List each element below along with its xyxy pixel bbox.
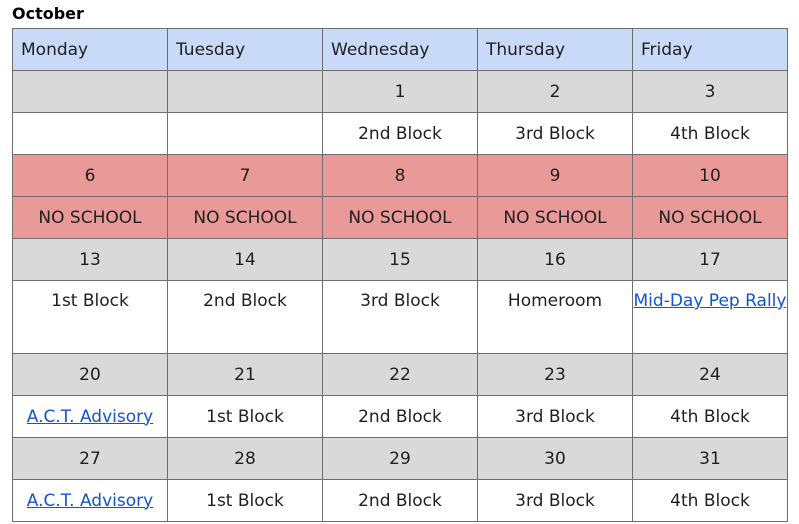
date-cell: 28 <box>168 438 323 480</box>
no-school-cell: NO SCHOOL <box>478 197 633 239</box>
date-cell: 21 <box>168 354 323 396</box>
no-school-cell: NO SCHOOL <box>323 197 478 239</box>
event-row <box>13 396 788 438</box>
date-cell: 17 <box>633 239 788 281</box>
date-cell: 23 <box>478 354 633 396</box>
weekday-header-row <box>13 29 788 71</box>
date-cell: 7 <box>168 155 323 197</box>
date-cell <box>168 71 323 113</box>
calendar-table <box>12 28 788 522</box>
date-row <box>13 438 788 480</box>
date-cell: 15 <box>323 239 478 281</box>
no-school-cell: NO SCHOOL <box>633 197 788 239</box>
event-row <box>13 197 788 239</box>
date-cell: 27 <box>13 438 168 480</box>
date-cell: 10 <box>633 155 788 197</box>
event-cell: 3rd Block <box>323 281 478 354</box>
date-cell: 2 <box>478 71 633 113</box>
date-row <box>13 354 788 396</box>
date-row <box>13 155 788 197</box>
event-cell <box>168 113 323 155</box>
event-cell: 3rd Block <box>478 113 633 155</box>
date-cell: 16 <box>478 239 633 281</box>
act-advisory-link[interactable]: A.C.T. Advisory <box>26 406 154 427</box>
event-cell: 4th Block <box>633 480 788 522</box>
date-cell: 1 <box>323 71 478 113</box>
event-cell: 1st Block <box>168 480 323 522</box>
date-cell: 22 <box>323 354 478 396</box>
event-cell: 1st Block <box>168 396 323 438</box>
event-cell: 3rd Block <box>478 396 633 438</box>
event-cell: 4th Block <box>633 396 788 438</box>
date-cell: 31 <box>633 438 788 480</box>
date-cell: 24 <box>633 354 788 396</box>
event-row <box>13 480 788 522</box>
event-cell: 3rd Block <box>478 480 633 522</box>
event-row <box>13 113 788 155</box>
act-advisory-link[interactable]: A.C.T. Advisory <box>26 490 154 511</box>
date-cell: 14 <box>168 239 323 281</box>
event-cell: Homeroom <box>478 281 633 354</box>
event-cell: 2nd Block <box>323 396 478 438</box>
event-cell <box>13 396 168 438</box>
date-cell: 29 <box>323 438 478 480</box>
event-cell: 2nd Block <box>323 113 478 155</box>
date-cell: 20 <box>13 354 168 396</box>
weekday-header: Monday <box>13 29 168 71</box>
date-cell: 8 <box>323 155 478 197</box>
weekday-header: Wednesday <box>323 29 478 71</box>
weekday-header: Friday <box>633 29 788 71</box>
date-row <box>13 71 788 113</box>
event-cell: 1st Block <box>13 281 168 354</box>
event-cell: 2nd Block <box>323 480 478 522</box>
date-cell: 9 <box>478 155 633 197</box>
weekday-header: Tuesday <box>168 29 323 71</box>
date-cell: 6 <box>13 155 168 197</box>
no-school-cell: NO SCHOOL <box>13 197 168 239</box>
no-school-cell: NO SCHOOL <box>168 197 323 239</box>
event-cell: 2nd Block <box>168 281 323 354</box>
date-cell: 3 <box>633 71 788 113</box>
pep-rally-link[interactable]: Mid-Day Pep Rally <box>633 291 787 311</box>
date-cell <box>13 71 168 113</box>
event-cell <box>13 113 168 155</box>
date-row <box>13 239 788 281</box>
event-row <box>13 281 788 354</box>
event-cell <box>13 480 168 522</box>
event-cell <box>633 281 788 354</box>
weekday-header: Thursday <box>478 29 633 71</box>
date-cell: 13 <box>13 239 168 281</box>
date-cell: 30 <box>478 438 633 480</box>
event-cell: 4th Block <box>633 113 788 155</box>
calendar-title: October <box>12 4 84 23</box>
